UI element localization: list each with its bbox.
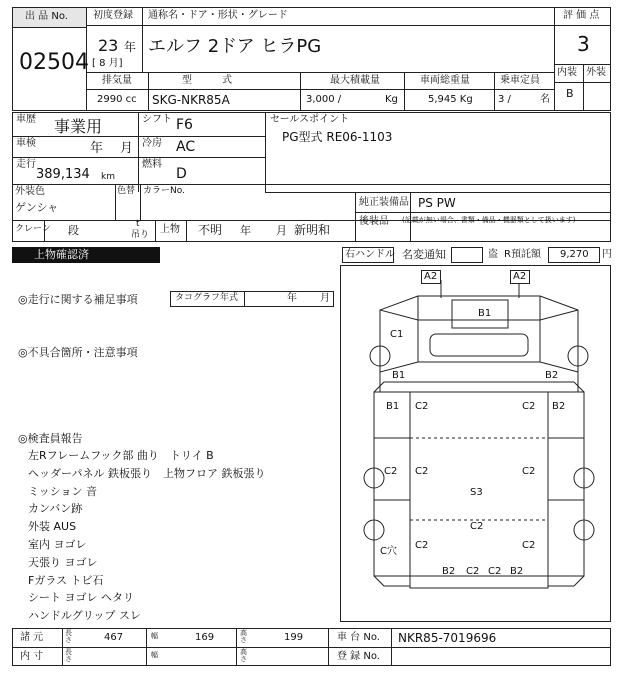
width-label: 幅: [151, 632, 158, 640]
defects-title: ◎不具合箇所・注意事項: [18, 346, 138, 359]
tacho-label: タコグラフ年式: [175, 293, 239, 303]
color-change-label: 色替: [117, 186, 136, 196]
mileage-label: 走行: [16, 159, 36, 170]
fuel: D: [176, 166, 187, 182]
mark-c2-center: C2: [470, 521, 484, 532]
spec-label: 諸 元: [20, 632, 44, 643]
first-reg-year-unit: 年: [124, 40, 137, 54]
crane-stage: 段: [68, 224, 79, 237]
driving-notes-title: ◎走行に関する補足事項: [18, 293, 138, 306]
report-line: 室内 ヨゴレ: [28, 538, 87, 551]
ac-label: 冷房: [142, 138, 162, 149]
mark-b2-right-wheel: B2: [545, 370, 559, 381]
crane-hang: 吊り: [131, 230, 150, 240]
mark-b2-rear-right: B2: [510, 566, 524, 577]
report-line: ハンドルグリップ スレ: [28, 609, 141, 623]
front-left-tag: A2: [424, 271, 438, 282]
mileage: 389,134: [36, 167, 90, 182]
reg-label: 登 録 No.: [337, 651, 380, 662]
mark-c2-rear-1: C2: [466, 566, 480, 577]
ac: AC: [176, 139, 196, 155]
recycle-amount: 9,270: [560, 249, 589, 260]
length-value: 467: [104, 632, 124, 643]
mark-c2-left-low: C2: [415, 540, 429, 551]
body-brand: 新明和: [294, 223, 331, 237]
mark-b1-left: B1: [386, 401, 400, 412]
max-load: 3,000 /: [306, 94, 342, 105]
capacity-label: 乗車定員: [500, 75, 540, 86]
interior-grade: B: [566, 87, 574, 100]
sales-point-label: セールスポイント: [270, 114, 350, 125]
displacement: 2990 cc: [97, 94, 137, 105]
fuel-label: 燃料: [142, 159, 162, 170]
chassis-no: NKR85-7019696: [398, 631, 497, 645]
color-label: 外装色: [15, 186, 45, 197]
front-right-tag: A2: [513, 271, 527, 282]
report-line: 天張り ヨゴレ: [28, 555, 98, 569]
name-change-label: 名変通知: [402, 248, 446, 261]
crane-label: クレーン: [15, 224, 51, 234]
first-reg-year: 23: [98, 36, 119, 55]
body-maker: 不明: [198, 223, 223, 237]
exterior-label: 外装: [586, 67, 606, 78]
mark-b1-left-wheel: B1: [392, 370, 406, 381]
capacity: 3 /: [498, 94, 511, 105]
color: ゲンシャ: [15, 201, 59, 214]
first-reg-label: 初度登録: [93, 10, 133, 21]
confirmed-banner-text: 上物確認済: [34, 248, 89, 261]
sales-point: PG型式 RE06-1103: [282, 130, 393, 144]
mark-c2-far-left: C2: [384, 466, 398, 477]
mark-b2-rear-left: B2: [442, 566, 456, 577]
inspection-label: 車検: [16, 138, 36, 149]
length-label: 長さ: [65, 629, 72, 644]
interior-length-label: 長さ: [65, 648, 72, 663]
equipment: PS PW: [418, 196, 456, 210]
mark-c2-right-mid: C2: [522, 466, 536, 477]
interior-height-label: 高さ: [240, 648, 247, 663]
lot-number: 02504: [19, 50, 89, 75]
color-no-label: カラーNo.: [143, 186, 185, 196]
mark-b1-top: B1: [478, 308, 492, 319]
width-value: 169: [195, 632, 215, 643]
aftermarket-label: 後装品: [359, 216, 389, 227]
mark-c2-right-low: C2: [522, 540, 536, 551]
name-label: 通称名・ドア・形状・グレード: [148, 10, 288, 21]
interior-width-label: 幅: [151, 651, 158, 659]
tacho-month: 月: [320, 293, 330, 304]
mark-c2-rear-2: C2: [488, 566, 502, 577]
crane-ton: t: [136, 219, 140, 229]
mark-b2-right: B2: [552, 401, 566, 412]
max-load-label: 最大積載量: [330, 75, 380, 86]
history: 事業用: [54, 117, 103, 136]
report-line: 左Rフレームフック部 曲り トリイ B: [28, 449, 214, 462]
interior-label: 内装: [557, 67, 577, 78]
displacement-label: 排気量: [102, 75, 132, 86]
report-line: ミッション 音: [28, 484, 98, 498]
model: SKG-NKR85A: [152, 93, 230, 107]
report-line: ヘッダーパネル 鉄板張り 上物フロア 鉄板張り: [28, 466, 266, 480]
model-label: 型 式: [182, 75, 232, 86]
history-label: 車歴: [16, 114, 36, 125]
equipment-label: 純正装備品: [359, 197, 409, 208]
mark-c1: C1: [390, 329, 404, 340]
aftermarket-note: (記載が無い場合、書類・備品・機器類として扱います): [402, 216, 576, 224]
mark-c2-left-mid: C2: [415, 466, 429, 477]
inspection-month: 月: [120, 141, 134, 156]
body-year-unit: 年: [240, 224, 251, 237]
body-month-unit: 月: [276, 224, 287, 237]
body-label: 上物: [160, 224, 180, 235]
deposit-label: 盗: [488, 249, 498, 260]
gross-weight-label: 車両総重量: [420, 75, 470, 86]
report-line: シート ヨゴレ ヘタリ: [28, 591, 134, 605]
shift: F6: [176, 117, 193, 133]
vehicle-name: エルフ 2ドア ヒラPG: [148, 36, 322, 57]
mark-c2-right-top: C2: [522, 401, 536, 412]
report-line: カンバン跡: [28, 502, 83, 516]
score-label: 評 価 点: [563, 10, 600, 21]
gross-weight: 5,945 Kg: [428, 94, 473, 105]
first-reg-month: [ 8 月]: [92, 58, 123, 69]
shift-label: シフト: [142, 114, 172, 125]
mark-c2-left-top: C2: [415, 401, 429, 412]
report-line: Fガラス トビ石: [28, 573, 104, 587]
max-load-unit: Kg: [385, 94, 398, 105]
capacity-unit: 名: [540, 94, 550, 105]
interior-dim-label: 内 寸: [20, 651, 44, 662]
height-label: 高さ: [240, 629, 247, 644]
height-value: 199: [284, 632, 304, 643]
mileage-unit: km: [101, 172, 115, 182]
report-line: 外装 AUS: [28, 520, 77, 534]
mark-s3: S3: [470, 487, 483, 498]
recycle-label: R預託額: [504, 249, 541, 260]
chassis-label: 車 台 No.: [337, 632, 380, 643]
mark-c-hole: C穴: [380, 546, 397, 557]
tacho-year: 年: [287, 293, 297, 304]
recycle-unit: 円: [602, 249, 612, 260]
score-value: 3: [577, 32, 590, 56]
lot-no-label: 出 品 No.: [25, 11, 68, 22]
inspection-year: 年: [90, 141, 104, 156]
inspector-title: ◎検査員報告: [18, 432, 83, 445]
handle: 右ハンドル: [345, 249, 395, 260]
